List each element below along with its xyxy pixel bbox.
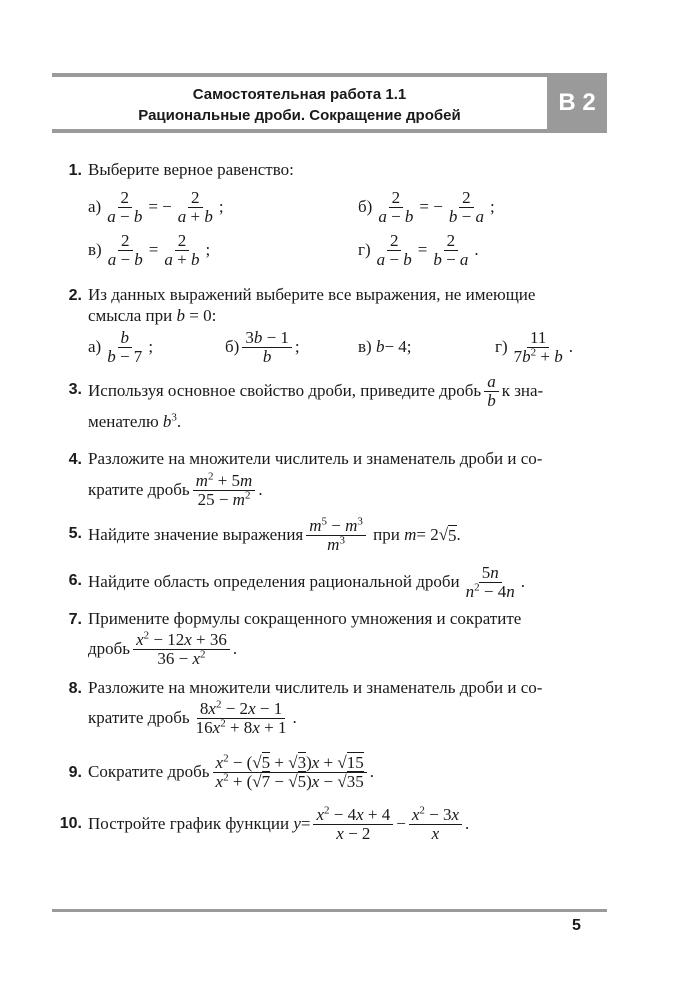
task10-line: Постройте график функции y = $x^2 - 4x + 4$ x − 2 − $x^2 - 3x$ x .	[88, 803, 470, 843]
task-number: 7.	[68, 611, 82, 628]
task-text: Разложите на множители числитель и знаменатель дроби и со-	[88, 678, 543, 697]
option-label: б)	[358, 197, 373, 216]
option-label: в)	[358, 337, 372, 356]
task-text-line2: смысла при b = 0:	[88, 306, 217, 325]
page-title	[52, 84, 547, 126]
task7-line2: дробь $x^2 - 12x + 36$ $36 - x^2$ .	[88, 628, 238, 668]
task8-line2: кратите дробь $8x^2 - 2x - 1$ $16x^2 + 8x + 1$ .	[88, 697, 297, 737]
header-rule-bottom	[52, 129, 547, 133]
task3-line2: менателю $b^3$.	[88, 411, 182, 431]
option-label: г)	[495, 337, 508, 356]
task3-line1: Используя основное свойство дроби, приведите дробь a b к зна-	[88, 371, 544, 410]
page-number: 5	[572, 917, 581, 934]
task-text: Примените формулы сокращенного умножения и сократите	[88, 609, 522, 628]
task-text: Разложите на множители числитель и знаменатель дроби и со-	[88, 449, 543, 468]
task-number: 8.	[68, 680, 82, 697]
title-line-1: Самостоятельная работа 1.1	[192, 86, 407, 103]
task1-option-v: в) 2 a − b = 2 a + b ;	[88, 230, 211, 269]
option-label: а)	[88, 197, 102, 216]
task2-option-a: а) b b − 7 ;	[88, 327, 154, 366]
task9-line: Сократите дробь $x^2 - (√5 + √3)x + √15$ $x^2 + (√7 - √5)x - √35$ .	[88, 751, 374, 791]
task1-option-g: г) 2 a − b = 2 b − a .	[358, 230, 479, 269]
task-number: 1.	[68, 162, 82, 179]
task-text: Из данных выражений выберите все выражения, не имеющие	[88, 285, 536, 304]
task6-line: Найдите область определения рациональной дроби 5n $n^2 - 4n$ .	[88, 562, 525, 601]
task-number: 4.	[68, 451, 82, 468]
task-number: 2.	[68, 287, 82, 304]
title-line-2: Рациональные дроби. Сокращение дробей	[138, 107, 461, 124]
task5-line: Найдите значение выражения $m^5 - m^3$ $m^3$ при m = 2√ 5 .	[88, 514, 461, 554]
task2-option-b: б) 3b − 1 b ;	[225, 327, 300, 366]
task1-option-b: б) 2 a − b = − 2 b − a ;	[358, 187, 495, 226]
option-label: в)	[88, 240, 102, 259]
option-label: г)	[358, 240, 371, 259]
task-number: 9.	[68, 764, 82, 781]
task-number: 10.	[59, 815, 82, 832]
option-label: а)	[88, 337, 102, 356]
task-number: 6.	[68, 572, 82, 589]
task4-line2: кратите дробь $m^2 + 5m$ $25 - m^2$ .	[88, 469, 263, 509]
task1-option-a: а) 2 a − b = − 2 a + b ;	[88, 187, 224, 226]
task-number: 5.	[68, 525, 82, 542]
task-text: Выберите верное равенство:	[88, 160, 294, 179]
header-rule-top	[52, 73, 607, 77]
task2-option-g: г) 11 $7b^2 + b$ .	[495, 327, 573, 366]
task2-option-v: в) b − 4;	[358, 337, 412, 356]
option-label: б)	[225, 337, 240, 356]
variant-badge: В 2	[547, 73, 607, 133]
footer-rule	[52, 909, 607, 912]
task-number: 3.	[68, 381, 82, 398]
